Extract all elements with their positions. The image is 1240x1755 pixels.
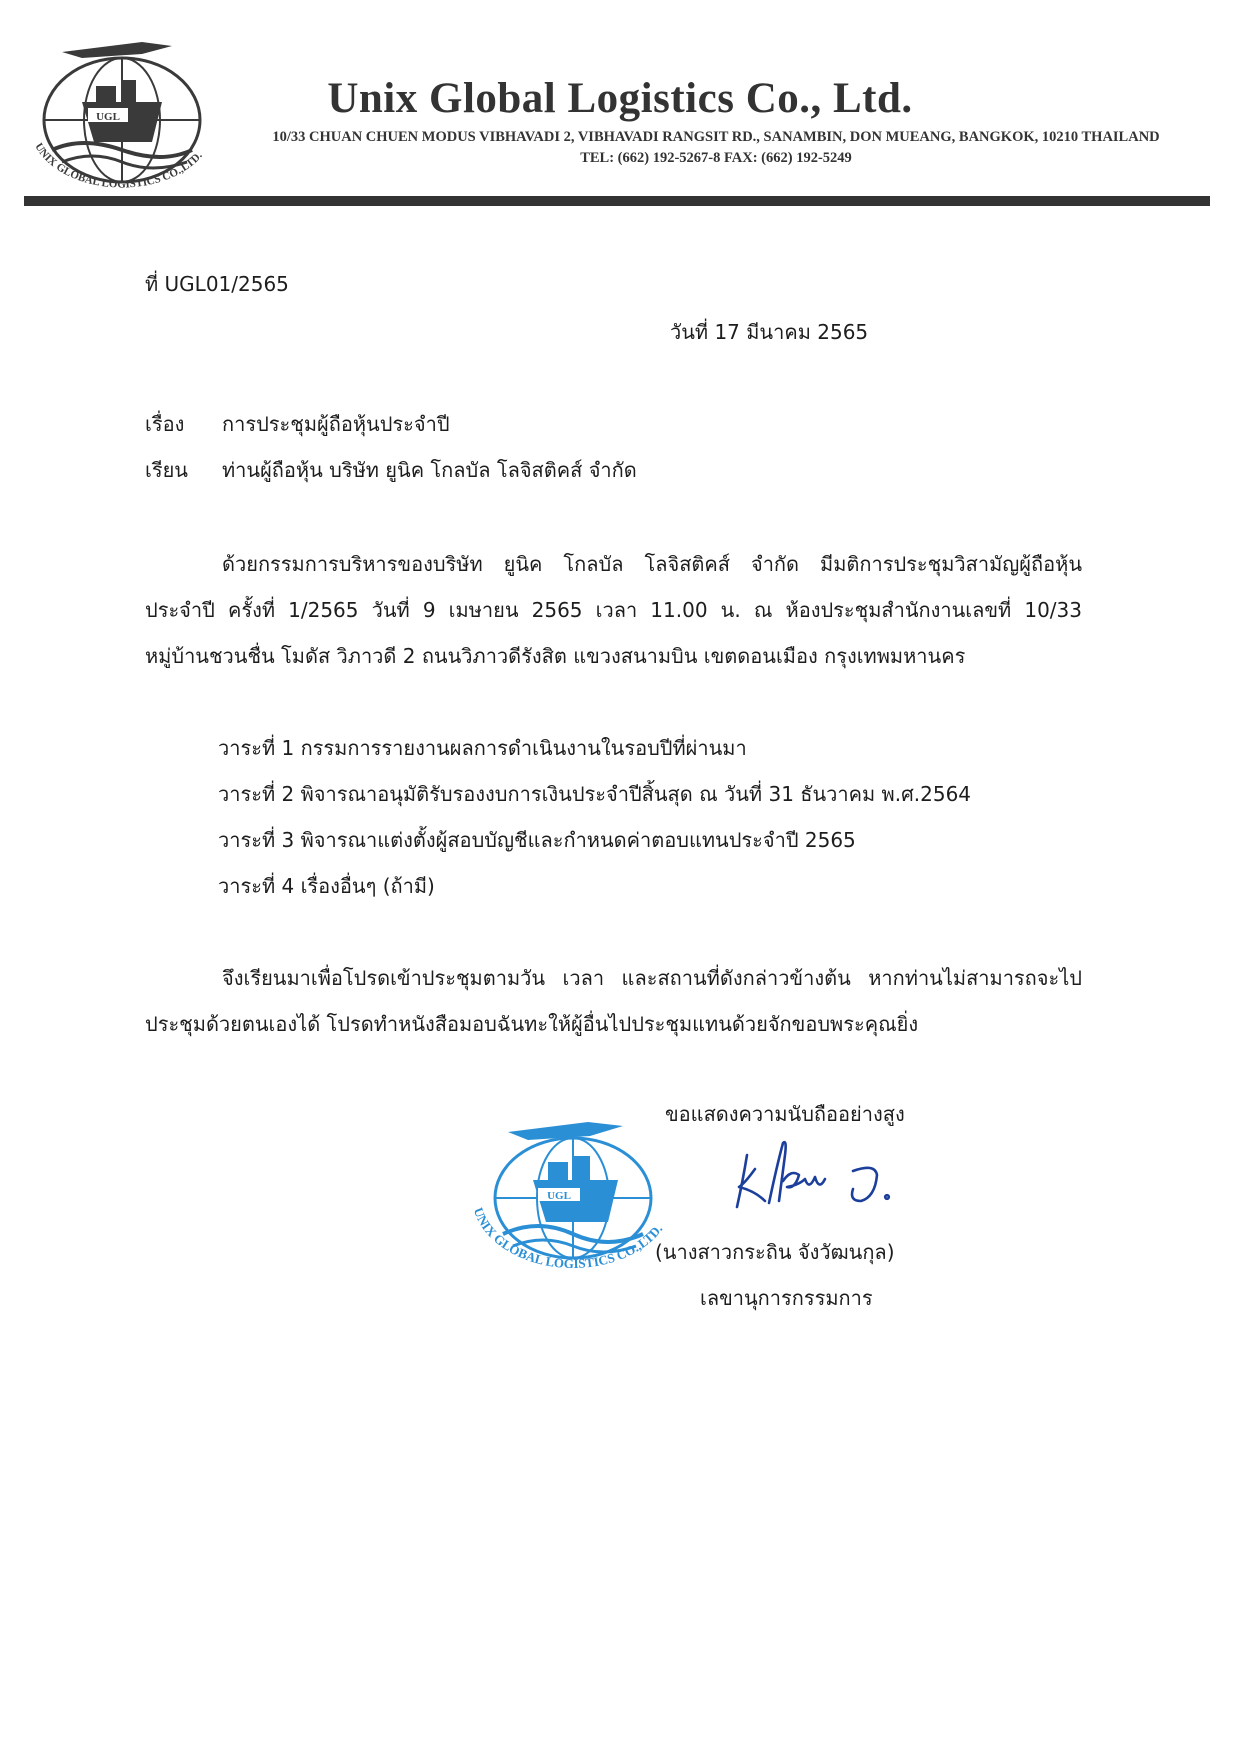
- stamp-ring-text: UNIX GLOBAL LOGISTICS CO.,LTD.: [470, 1205, 666, 1272]
- to-value: ท่านผู้ถือหุ้น บริษัท ยูนิค โกลบัล โลจิสติคส์ จำกัด: [222, 458, 637, 482]
- agenda-item: วาระที่ 1 กรรมการรายงานผลการดำเนินงานในรอบปีที่ผ่านมา: [218, 736, 747, 760]
- company-name: Unix Global Logistics Co., Ltd.: [327, 75, 913, 122]
- agenda-item: วาระที่ 3 พิจารณาแต่งตั้งผู้สอบบัญชีและกำหนดค่าตอบแทนประจำปี 2565: [218, 828, 856, 852]
- signature: [725, 1135, 895, 1215]
- stamp-logo-text: UGL: [547, 1190, 571, 1202]
- agenda-item: วาระที่ 4 เรื่องอื่นๆ (ถ้ามี): [218, 874, 435, 898]
- subject-value: การประชุมผู้ถือหุ้นประจำปี: [222, 412, 450, 436]
- paragraph1-line3: หมู่บ้านชวนชื่น โมดัส วิภาวดี 2 ถนนวิภาวดีรังสิต แขวงสนามบิน เขตดอนเมือง กรุงเทพมหานคร: [145, 644, 966, 668]
- paragraph1-line1: ด้วยกรรมการบริหารของบริษัท ยูนิค โกลบัล โลจิสติคส์ จำกัด มีมติการประชุมวิสามัญผู้ถือหุ้น: [222, 552, 1082, 576]
- company-stamp: [458, 1118, 688, 1288]
- signer-name: (นางสาวกระถิน จังวัฒนกุล): [655, 1240, 895, 1264]
- subject-label: เรื่อง: [145, 412, 185, 436]
- closing-text: ขอแสดงความนับถืออย่างสูง: [665, 1102, 905, 1126]
- logo-text: UGL: [96, 111, 120, 123]
- paragraph2-line2: ประชุมด้วยตนเองได้ โปรดทำหนังสือมอบฉันทะให้ผู้อื่นไปประชุมแทนด้วยจักขอบพระคุณยิ่ง: [145, 1012, 919, 1036]
- logo-ring-text: UNIX GLOBAL LOGISTICS CO.,LTD.: [32, 141, 205, 191]
- paragraph2-line1: จึงเรียนมาเพื่อโปรดเข้าประชุมตามวัน เวลา และสถานที่ดังกล่าวข้างต้น หากท่านไม่สามารถจะไป: [222, 966, 1082, 990]
- company-phone: TEL: (662) 192-5267-8 FAX: (662) 192-5249: [580, 150, 852, 166]
- signer-title: เลขานุการกรรมการ: [700, 1286, 873, 1310]
- paragraph1-line2: ประจำปี ครั้งที่ 1/2565 วันที่ 9 เมษายน 2565 เวลา 11.00 น. ณ ห้องประชุมสำนักงานเลขที่ 10/33: [145, 598, 1082, 622]
- letter-date: วันที่ 17 มีนาคม 2565: [670, 320, 869, 344]
- to-label: เรียน: [145, 458, 188, 482]
- agenda-item: วาระที่ 2 พิจารณาอนุมัติรับรองงบการเงินประจำปีสิ้นสุด ณ วันที่ 31 ธันวาคม พ.ศ.2564: [218, 782, 972, 806]
- company-address: 10/33 CHUAN CHUEN MODUS VIBHAVADI 2, VIBHAVADI RANGSIT RD., SANAMBIN, DON MUEANG, BANGKOK, 10210 THAILAND: [272, 129, 1160, 145]
- header-divider: [24, 196, 1210, 206]
- reference-number: ที่ UGL01/2565: [145, 272, 289, 296]
